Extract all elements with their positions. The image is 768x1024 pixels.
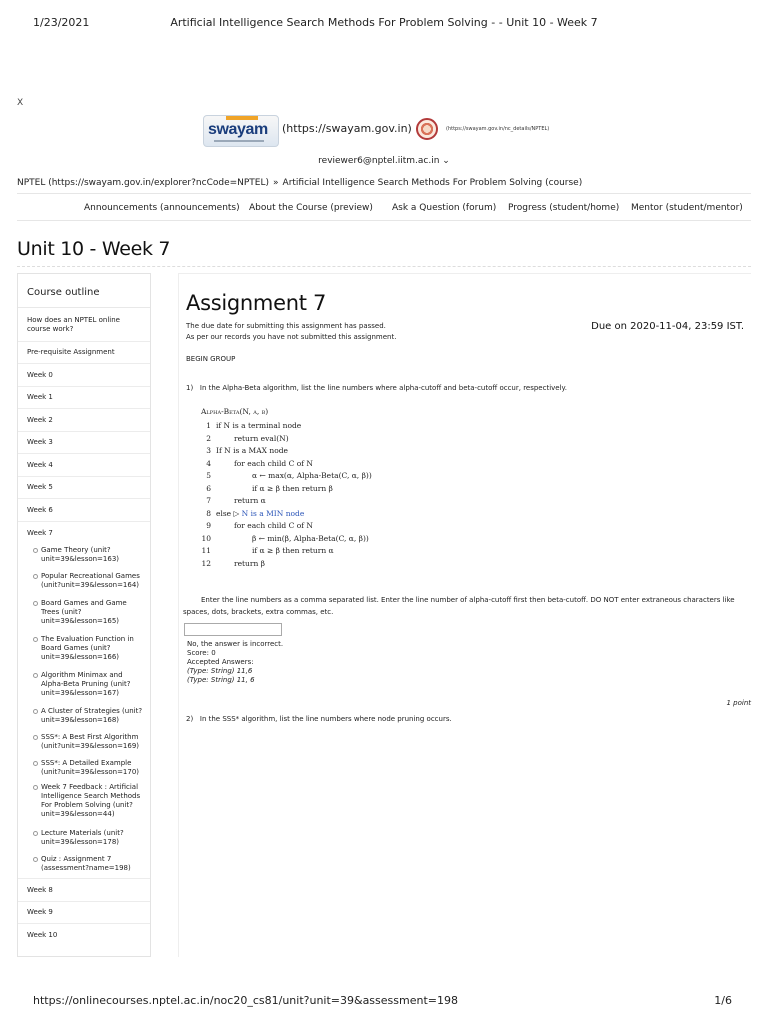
accepted-answer: (Type: String) 11,6 xyxy=(187,667,253,675)
lesson-label: SSS*: A Detailed Example (unit?unit=39&lesson=170) xyxy=(41,759,140,776)
question-text: In the Alpha-Beta algorithm, list the line numbers where alpha-cutoff and beta-cutoff occur, respectively. xyxy=(199,384,567,392)
line-number: 11 xyxy=(201,546,211,555)
sidebar-item-week6[interactable]: Week 6 xyxy=(18,499,150,522)
unit-title: Unit 10 - Week 7 xyxy=(17,238,171,260)
radio-icon xyxy=(33,574,38,579)
lesson-link[interactable] xyxy=(18,635,150,671)
question-text: In the SSS* algorithm, list the line numbers where node pruning occurs. xyxy=(199,715,452,723)
print-page-number: 1/6 xyxy=(714,994,732,1007)
question-number: 1) xyxy=(186,384,194,392)
not-submitted-text: As per our records you have not submitted this assignment. xyxy=(186,333,397,341)
line-number: 2 xyxy=(206,433,211,443)
lesson-label: Algorithm Minimax and Alpha-Beta Pruning (unit?unit=39&lesson=167) xyxy=(41,671,131,697)
line-code: for each child C of N xyxy=(234,458,313,468)
lesson-label: Game Theory (unit?unit=39&lesson=163) xyxy=(41,546,120,563)
line-code: return α xyxy=(234,496,266,505)
swayam-logo[interactable] xyxy=(203,115,279,147)
breadcrumb-separator: » xyxy=(273,178,279,188)
line-number: 10 xyxy=(201,533,211,543)
code-comment: N is a MIN node xyxy=(241,508,305,518)
line-code: if α ≥ β then return α xyxy=(252,546,334,555)
sidebar-item-week8[interactable]: Week 8 xyxy=(18,879,150,902)
logo-strip xyxy=(226,116,258,120)
nav-ask-question[interactable]: Ask a Question (forum) xyxy=(392,203,497,213)
lesson-label: A Cluster of Strategies (unit?unit=39&lesson=168) xyxy=(41,707,143,724)
sidebar-item-week1[interactable]: Week 1 xyxy=(18,387,150,409)
nptel-seal-icon[interactable] xyxy=(416,118,438,140)
due-date: Due on 2020-11-04, 23:59 IST. xyxy=(591,321,744,332)
logo-tagline xyxy=(214,140,264,142)
line-number: 12 xyxy=(201,558,211,568)
line-number: 1 xyxy=(206,421,211,430)
sidebar-item-week9[interactable]: Week 9 xyxy=(18,902,150,924)
nav-about[interactable]: About the Course (preview) xyxy=(249,203,373,213)
instructions-text: Enter the line numbers as a comma separated list. Enter the line number of alpha-cutoff first then beta-cutoff. DO NOT enter extraneous characters like spaces, dots, brackets, extra commas, etc. xyxy=(183,596,735,616)
user-menu[interactable]: reviewer6@nptel.iitm.ac.in ⌄ xyxy=(318,156,450,166)
question-number: 2) xyxy=(186,715,194,723)
sidebar-item-week4[interactable]: Week 4 xyxy=(18,454,150,477)
lesson-label: Lecture Materials (unit?unit=39&lesson=178) xyxy=(41,829,124,846)
lesson-link[interactable] xyxy=(18,572,150,599)
line-code: if N is a terminal node xyxy=(216,421,302,430)
lesson-label: Popular Recreational Games (unit?unit=39&lesson=164) xyxy=(41,572,140,589)
line-number: 5 xyxy=(206,471,211,480)
sidebar-item-week10[interactable]: Week 10 xyxy=(27,931,58,939)
answer-instructions xyxy=(183,594,749,618)
accepted-answer: (Type: String) 11, 6 xyxy=(187,676,255,684)
lesson-link[interactable] xyxy=(18,783,150,829)
nav-announcements[interactable]: Announcements (announcements) xyxy=(84,203,240,213)
sidebar-item-week0[interactable]: Week 0 xyxy=(18,364,150,387)
question-1 xyxy=(186,384,567,392)
line-number: 7 xyxy=(206,496,211,505)
lesson-link[interactable] xyxy=(18,599,150,635)
sidebar-item-week3[interactable]: Week 3 xyxy=(18,432,150,454)
sidebar-item-week7[interactable]: Week 7 xyxy=(27,528,53,537)
line-code: α ← max(α, Alpha-Beta(C, α, β)) xyxy=(252,471,372,480)
lesson-link[interactable] xyxy=(18,855,150,879)
radio-icon xyxy=(33,857,38,862)
radio-icon xyxy=(33,673,38,678)
answer-input[interactable] xyxy=(184,623,282,636)
course-outline-heading: Course outline xyxy=(18,274,150,308)
line-code: if α ≥ β then return β xyxy=(252,483,333,493)
nav-mentor[interactable]: Mentor (student/mentor) xyxy=(631,203,743,213)
print-url: https://onlinecourses.nptel.ac.in/noc20_cs81/unit?unit=39&assessment=198 xyxy=(33,994,458,1007)
unit-divider xyxy=(17,266,751,267)
sidebar-item-week2[interactable]: Week 2 xyxy=(18,409,150,432)
lesson-label: SSS*: A Best First Algorithm (unit?unit=39&lesson=169) xyxy=(41,733,140,750)
swayam-logo-text: swayam xyxy=(208,121,268,138)
lesson-link[interactable] xyxy=(18,671,150,707)
print-title: Artificial Intelligence Search Methods For Problem Solving - - Unit 10 - Week 7 xyxy=(170,16,598,29)
score-text: Score: 0 xyxy=(187,649,216,657)
sidebar-item-prereq[interactable]: Pre-requisite Assignment xyxy=(18,342,150,364)
print-date: 1/23/2021 xyxy=(33,16,90,29)
radio-icon xyxy=(33,785,38,790)
deadline-passed-text: The due date for submitting this assignment has passed. xyxy=(186,322,386,330)
group-marker: BEGIN GROUP xyxy=(186,355,236,363)
radio-icon xyxy=(33,601,38,606)
else-keyword: else ▷ xyxy=(216,508,240,518)
line-number: 6 xyxy=(206,483,211,493)
assignment-panel xyxy=(178,273,751,957)
lesson-link[interactable] xyxy=(18,829,150,855)
radio-icon xyxy=(33,761,38,766)
lesson-label: Week 7 Feedback : Artificial Intelligence Search Methods For Problem Solving (unit?unit=39&lesson=44) xyxy=(41,783,141,818)
line-code: If N is a MAX node xyxy=(216,446,288,455)
lesson-label: The Evaluation Function in Board Games (unit?unit=39&lesson=166) xyxy=(41,635,134,661)
line-code: return eval(N) xyxy=(234,433,289,443)
assignment-title: Assignment 7 xyxy=(186,291,327,315)
breadcrumb-nptel[interactable]: NPTEL (https://swayam.gov.in/explorer?ncCode=NPTEL) xyxy=(17,178,270,188)
lesson-label: Quiz : Assignment 7 (assessment?name=198) xyxy=(41,855,131,872)
algorithm-header: Alpha-Beta(N, α, β) xyxy=(201,407,269,416)
line-number: 3 xyxy=(206,446,211,455)
sidebar-item-week5[interactable]: Week 5 xyxy=(18,477,150,499)
sidebar-item-how-it-works[interactable]: How does an NPTEL online course work? xyxy=(18,308,150,342)
swayam-link[interactable]: (https://swayam.gov.in) xyxy=(282,122,412,135)
radio-icon xyxy=(33,831,38,836)
lesson-link[interactable] xyxy=(18,707,150,733)
question-points: 1 point xyxy=(726,699,751,707)
lesson-link[interactable] xyxy=(18,544,150,572)
course-outline-sidebar xyxy=(17,273,151,957)
feedback-text: No, the answer is incorrect. xyxy=(187,640,284,648)
radio-icon xyxy=(33,637,38,642)
answer-feedback xyxy=(187,640,283,685)
top-nav xyxy=(17,193,751,221)
radio-icon xyxy=(33,735,38,740)
line-code xyxy=(216,509,304,518)
line-number: 8 xyxy=(206,508,211,518)
radio-icon xyxy=(33,709,38,714)
nav-progress[interactable]: Progress (student/home) xyxy=(508,203,620,213)
breadcrumb xyxy=(17,178,582,188)
question-2 xyxy=(186,715,452,723)
line-number: 9 xyxy=(206,521,211,530)
line-code: return β xyxy=(234,558,266,568)
accepted-answers-label: Accepted Answers: xyxy=(187,658,254,666)
lesson-link[interactable] xyxy=(18,759,150,783)
line-code: for each child C of N xyxy=(234,521,313,530)
radio-icon xyxy=(33,548,38,553)
line-code: β ← min(β, Alpha-Beta(C, α, β)) xyxy=(252,533,369,543)
submission-status xyxy=(186,321,396,343)
line-number: 4 xyxy=(206,458,211,468)
lesson-label: Board Games and Game Trees (unit?unit=39&lesson=165) xyxy=(41,599,127,625)
breadcrumb-course[interactable]: Artificial Intelligence Search Methods For Problem Solving (course) xyxy=(282,178,583,188)
nptel-link[interactable]: (https://swayam.gov.in/nc_details/NPTEL) xyxy=(446,126,550,132)
close-button[interactable]: X xyxy=(17,98,24,108)
lesson-link[interactable] xyxy=(18,733,150,759)
